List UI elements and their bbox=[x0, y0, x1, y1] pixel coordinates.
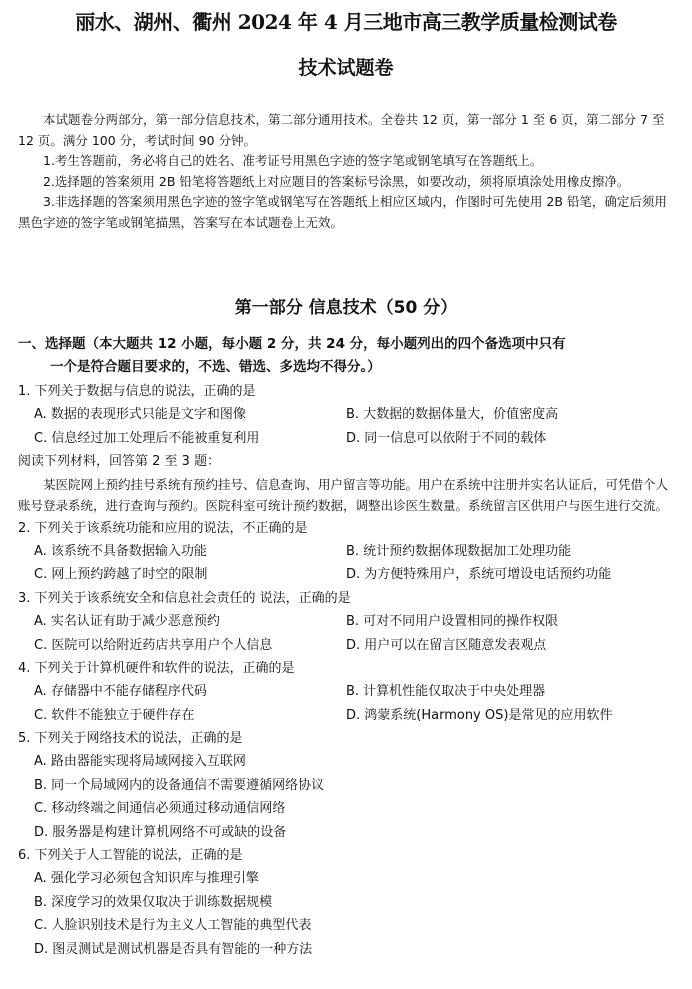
question-4-option-d: D. 鸿蒙系统(Harmony OS)是常见的应用软件 bbox=[346, 707, 613, 723]
question-5-option-d-row bbox=[18, 821, 678, 844]
instruction-intro: 本试题卷分两部分，第一部分信息技术，第二部分通用技术。全卷共 12 页，第一部分 1 至 6 页，第二部分 7 至 12 页。满分 100 分，考试时间 90 分钟。 bbox=[18, 112, 665, 148]
choice-heading-line1: 一、选择题（本大题共 12 小题，每小题 2 分，共 24 分，每小题列出的四个备选项中只有 bbox=[18, 336, 566, 352]
question-3-option-b: B. 可对不同用户设置相同的操作权限 bbox=[346, 614, 559, 630]
question-3-option-d: D. 用户可以在留言区随意发表观点 bbox=[346, 637, 547, 653]
questions bbox=[18, 380, 678, 961]
question-5-option-c: C. 移动终端之间通信必须通过移动通信网络 bbox=[34, 801, 286, 817]
choice-heading-line2: 一个是符合题目要求的，不选、错选、多选均不得分。） bbox=[50, 359, 381, 375]
question-2-stem: 2. 下列关于该系统功能和应用的说法，不正确的是 bbox=[18, 520, 308, 536]
question-3-option-c: C. 医院可以给附近药店共享用户个人信息 bbox=[34, 637, 273, 653]
question-5-option-a: A. 路由器能实现将局域网接入互联网 bbox=[34, 754, 246, 770]
choice-heading bbox=[18, 333, 670, 379]
reading-passage: 某医院网上预约挂号系统有预约挂号、信息查询、用户留言等功能。用户在系统中注册并实名认证后，可凭借个人账号登录系统，进行查询与预约。医院科室可统计预约数据，调整出诊医生数量。系统留言区供用户与医生进行交流。 bbox=[18, 476, 669, 514]
question-5-option-a-row bbox=[18, 750, 678, 773]
question-1-row1 bbox=[18, 403, 678, 426]
question-5-option-c-row bbox=[18, 797, 678, 820]
question-6-option-a-row bbox=[18, 867, 678, 890]
question-6-option-b-row bbox=[18, 891, 678, 914]
question-3-option-a: A. 实名认证有助于减少恶意预约 bbox=[34, 614, 220, 630]
instruction-1: 1.考生答题前，务必将自己的姓名、准考证号用黑色字迹的签字笔或钢笔填写在答题纸上。 bbox=[43, 153, 543, 168]
question-1-row2 bbox=[18, 427, 678, 450]
instructions bbox=[18, 110, 668, 233]
question-6-option-c-row bbox=[18, 914, 678, 937]
question-4-stem: 4. 下列关于计算机硬件和软件的说法，正确的是 bbox=[18, 660, 295, 676]
question-1-stem: 1. 下列关于数据与信息的说法，正确的是 bbox=[18, 384, 256, 399]
question-3-row1 bbox=[18, 610, 678, 633]
question-6-option-a: A. 强化学习必须包含知识库与推理引擎 bbox=[34, 871, 259, 887]
question-6-option-d: D. 图灵测试是测试机器是否具有智能的一种方法 bbox=[34, 941, 313, 957]
exam-title: 丽水、湖州、衢州 2024 年 4 月三地市高三教学质量检测试卷 bbox=[75, 10, 617, 34]
question-5-option-b: B. 同一个局域网内的设备通信不需要遵循网络协议 bbox=[34, 777, 325, 793]
question-2-row2 bbox=[18, 563, 678, 586]
question-2-option-c: C. 网上预约跨越了时空的限制 bbox=[34, 567, 208, 583]
question-6-option-b: B. 深度学习的效果仅取决于训练数据规模 bbox=[34, 894, 273, 910]
exam-subtitle: 技术试题卷 bbox=[298, 57, 394, 79]
question-1-option-c: C. 信息经过加工处理后不能被重复利用 bbox=[34, 430, 260, 446]
question-6-stem: 6. 下列关于人工智能的说法，正确的是 bbox=[18, 848, 243, 864]
question-2-option-a: A. 该系统不具备数据输入功能 bbox=[34, 543, 207, 559]
question-1-option-b: B. 大数据的数据体量大，价值密度高 bbox=[346, 407, 559, 423]
reading-prompt: 阅读下列材料，回答第 2 至 3 题： bbox=[18, 454, 221, 470]
question-2-option-b: B. 统计预约数据体现数据加工处理功能 bbox=[346, 543, 572, 559]
question-4-option-c: C. 软件不能独立于硬件存在 bbox=[34, 707, 195, 723]
question-3-row2 bbox=[18, 634, 678, 657]
question-4-row1 bbox=[18, 680, 678, 703]
instruction-2: 2.选择题的答案须用 2B 铅笔将答题纸上对应题目的答案标号涂黑，如要改动，须将原填涂处用橡皮擦净。 bbox=[43, 173, 630, 189]
question-1-option-d: D. 同一信息可以依附于不同的载体 bbox=[346, 430, 547, 446]
question-4-option-a: A. 存储器中不能存储程序代码 bbox=[34, 684, 207, 700]
section-title: 第一部分 信息技术（50 分） bbox=[234, 298, 458, 318]
question-6-option-c: C. 人脸识别技术是行为主义人工智能的典型代表 bbox=[34, 918, 312, 934]
question-2-row1 bbox=[18, 540, 678, 563]
question-5-option-d: D. 服务器是构建计算机网络不可或缺的设备 bbox=[34, 824, 287, 840]
question-4-row2 bbox=[18, 704, 678, 727]
question-3-stem: 3. 下列关于该系统安全和信息社会责任的 说法，正确的是 bbox=[18, 590, 351, 606]
question-5-option-b-row bbox=[18, 774, 678, 797]
question-4-option-b: B. 计算机性能仅取决于中央处理器 bbox=[346, 684, 546, 700]
question-5-stem: 5. 下列关于网络技术的说法，正确的是 bbox=[18, 731, 243, 747]
question-6-option-d-row bbox=[18, 938, 678, 961]
question-1-option-a: A. 数据的表现形式只能是文字和图像 bbox=[34, 407, 246, 423]
question-2-option-d: D. 为方便特殊用户，系统可增设电话预约功能 bbox=[346, 567, 612, 583]
instruction-3: 3.非选择题的答案须用黑色字迹的签字笔或钢笔写在答题纸上相应区域内，作图时可先使用 2B 铅笔，确定后须用黑色字迹的签字笔或钢笔描黑，答案写在本试题卷上无效。 bbox=[18, 194, 667, 230]
